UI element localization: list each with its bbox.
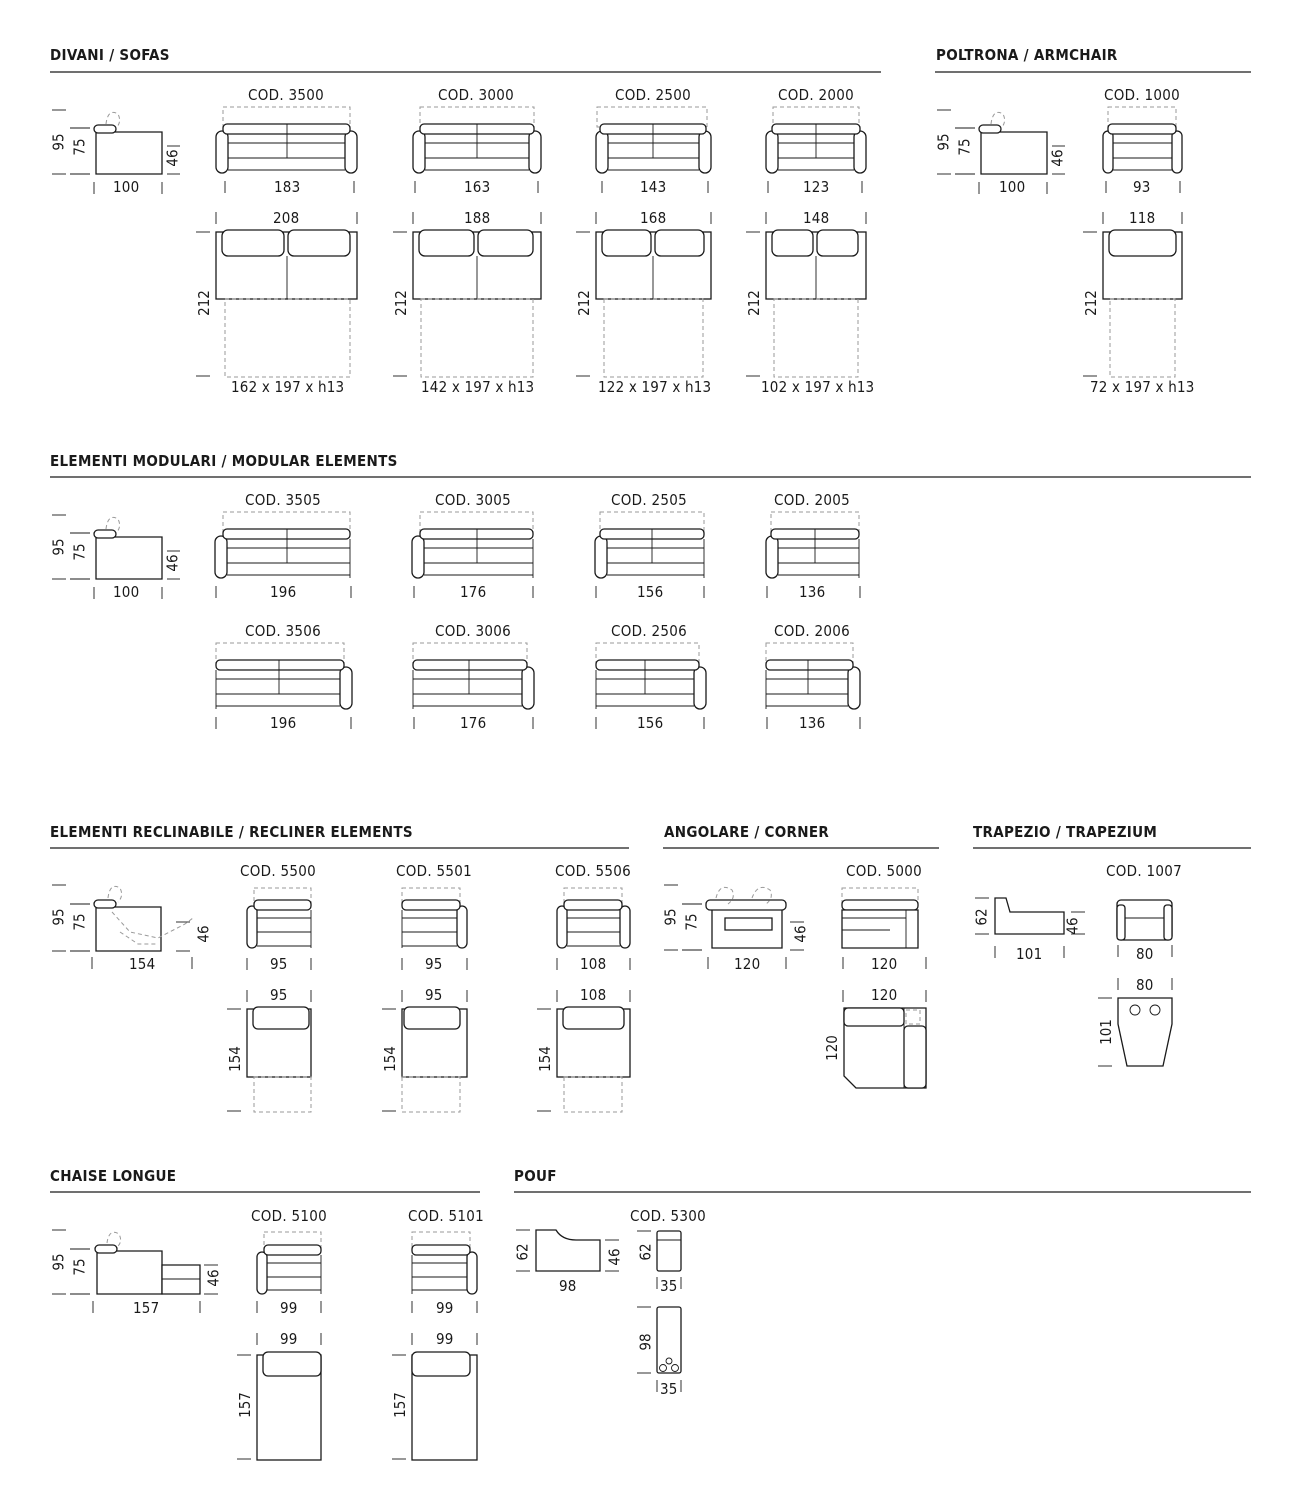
armchair-depth: 100 — [999, 178, 1026, 196]
sofa-width-2000: 123 — [803, 178, 830, 196]
sofa-height-back: 75 — [70, 138, 89, 156]
sofa-top-2500 — [576, 209, 711, 377]
corner-code: COD. 5000 — [846, 862, 923, 880]
trapezium-top-width: 80 — [1136, 976, 1154, 994]
sofa-open-width-2000: 148 — [803, 209, 830, 227]
sofa-open-depth-2000: 212 — [744, 290, 763, 316]
chaise-top-width-5100: 99 — [280, 1330, 298, 1348]
recliner-code-5500: COD. 5500 — [240, 862, 317, 880]
chaise-code-5101: COD. 5101 — [408, 1207, 485, 1225]
section-heading-trapezium: TRAPEZIO / TRAPEZIUM — [973, 823, 1158, 841]
modular-code-2006: COD. 2006 — [774, 622, 851, 640]
trapezium-height-seat: 46 — [1063, 917, 1082, 935]
sofa-top-3500 — [196, 209, 357, 377]
modular-width-2505: 156 — [637, 583, 664, 601]
section-heading-sofas: DIVANI / SOFAS — [50, 46, 170, 64]
modular-width-2006: 136 — [799, 714, 826, 732]
recliner-width-5500: 95 — [270, 955, 288, 973]
section-heading-pouf: POUF — [514, 1167, 557, 1185]
recliner-code-5501: COD. 5501 — [396, 862, 473, 880]
corner-height-back: 75 — [682, 913, 701, 931]
section-heading-modular: ELEMENTI MODULARI / MODULAR ELEMENTS — [50, 452, 398, 470]
armchair-height-total: 95 — [934, 133, 953, 151]
chaise-top-width-5101: 99 — [436, 1330, 454, 1348]
modular-width-3505: 196 — [270, 583, 297, 601]
sofa-height-seat: 46 — [163, 149, 182, 167]
sofa-width-3500: 183 — [274, 178, 301, 196]
sofa-top-2000 — [746, 209, 866, 377]
recliner-top-depth-5500: 154 — [225, 1046, 244, 1072]
chaise-height-back: 75 — [70, 1258, 89, 1276]
trapezium-front-width: 80 — [1136, 945, 1154, 963]
modular-width-3005: 176 — [460, 583, 487, 601]
recliner-width-5506: 108 — [580, 955, 607, 973]
section-heading-armchair: POLTRONA / ARMCHAIR — [936, 46, 1118, 64]
corner-top-width: 120 — [871, 986, 898, 1004]
sofa-bed-3500: 162 x 197 x h13 — [231, 378, 345, 396]
pouf-code: COD. 5300 — [630, 1207, 707, 1225]
corner-height-total: 95 — [661, 908, 680, 926]
modular-height-seat: 46 — [163, 554, 182, 572]
modular-width-2005: 136 — [799, 583, 826, 601]
modular-depth: 100 — [113, 583, 140, 601]
chaise-code-5100: COD. 5100 — [251, 1207, 328, 1225]
modular-code-3005: COD. 3005 — [435, 491, 512, 509]
sofa-open-depth-3000: 212 — [391, 290, 410, 316]
modular-code-2005: COD. 2005 — [774, 491, 851, 509]
sofa-open-depth-3500: 212 — [194, 290, 213, 316]
modular-width-3506: 196 — [270, 714, 297, 732]
sofa-bed-2000: 102 x 197 x h13 — [761, 378, 875, 396]
chaise-front-5101 — [392, 1232, 477, 1460]
armchair-height-back: 75 — [955, 138, 974, 156]
sofa-bed-3000: 142 x 197 x h13 — [421, 378, 535, 396]
modular-width-3006: 176 — [460, 714, 487, 732]
section-heading-corner: ANGOLARE / CORNER — [664, 823, 830, 841]
armchair-height-seat: 46 — [1048, 149, 1067, 167]
chaise-height-total: 95 — [49, 1253, 68, 1271]
recliner-code-5506: COD. 5506 — [555, 862, 632, 880]
armchair-bed: 72 x 197 x h13 — [1090, 378, 1195, 396]
armchair-open-depth: 212 — [1081, 290, 1100, 316]
sofa-code-2500: COD. 2500 — [615, 86, 692, 104]
trapezium-height-back: 62 — [972, 908, 991, 926]
trapezium-top-depth: 101 — [1096, 1019, 1115, 1045]
sofa-code-3500: COD. 3500 — [248, 86, 325, 104]
sofa-open-width-3000: 188 — [464, 209, 491, 227]
chaise-width-5101: 99 — [436, 1299, 454, 1317]
corner-top-5000 — [843, 990, 926, 1088]
sofa-open-depth-2500: 212 — [574, 290, 593, 316]
recliner-depth: 154 — [129, 955, 156, 973]
corner-front-width: 120 — [871, 955, 898, 973]
corner-top-depth: 120 — [822, 1035, 841, 1061]
modular-code-3006: COD. 3006 — [435, 622, 512, 640]
chaise-top-depth-5101: 157 — [390, 1392, 409, 1418]
recliner-height-seat: 46 — [194, 925, 213, 943]
trapezium-code: COD. 1007 — [1106, 862, 1183, 880]
recliner-front-5500 — [227, 888, 311, 1112]
sofa-top-3000 — [393, 209, 541, 377]
chaise-height-seat: 46 — [204, 1269, 223, 1287]
armchair-width: 93 — [1133, 178, 1151, 196]
sofa-open-width-3500: 208 — [273, 209, 300, 227]
modular-width-2506: 156 — [637, 714, 664, 732]
modular-code-3506: COD. 3506 — [245, 622, 322, 640]
section-heading-chaise: CHAISE LONGUE — [50, 1167, 177, 1185]
pouf-top-depth: 98 — [636, 1333, 655, 1351]
recliner-width-5501: 95 — [425, 955, 443, 973]
trapezium-depth: 101 — [1016, 945, 1043, 963]
chaise-top-depth-5100: 157 — [235, 1392, 254, 1418]
recliner-top-depth-5506: 154 — [535, 1046, 554, 1072]
armchair-code: COD. 1000 — [1104, 86, 1181, 104]
sofa-code-2000: COD. 2000 — [778, 86, 855, 104]
modular-code-3505: COD. 3505 — [245, 491, 322, 509]
recliner-top-width-5506: 108 — [580, 986, 607, 1004]
chaise-front-5100 — [237, 1232, 321, 1460]
recliner-height-back: 75 — [70, 913, 89, 931]
pouf-top-width: 35 — [660, 1380, 678, 1398]
pouf-height-seat: 46 — [605, 1248, 624, 1266]
armchair-open-width: 118 — [1129, 209, 1156, 227]
recliner-top-width-5501: 95 — [425, 986, 443, 1004]
modular-height-total: 95 — [49, 538, 68, 556]
modular-code-2506: COD. 2506 — [611, 622, 688, 640]
chaise-depth: 157 — [133, 1299, 160, 1317]
recliner-top-width-5500: 95 — [270, 986, 288, 1004]
sofa-width-2500: 143 — [640, 178, 667, 196]
sofa-depth: 100 — [113, 178, 140, 196]
pouf-side-width: 35 — [660, 1277, 678, 1295]
sofa-width-3000: 163 — [464, 178, 491, 196]
section-heading-recliner: ELEMENTI RECLINABILE / RECLINER ELEMENTS — [50, 823, 413, 841]
pouf-width: 98 — [559, 1277, 577, 1295]
sofa-code-3000: COD. 3000 — [438, 86, 515, 104]
pouf-height-back: 62 — [513, 1243, 532, 1261]
corner-side-width: 120 — [734, 955, 761, 973]
pouf-side-height: 62 — [636, 1243, 655, 1261]
modular-height-back: 75 — [70, 543, 89, 561]
chaise-width-5100: 99 — [280, 1299, 298, 1317]
sofa-open-width-2500: 168 — [640, 209, 667, 227]
recliner-height-total: 95 — [49, 908, 68, 926]
modular-code-2505: COD. 2505 — [611, 491, 688, 509]
recliner-top-depth-5501: 154 — [380, 1046, 399, 1072]
corner-height-seat: 46 — [791, 925, 810, 943]
sofa-bed-2500: 122 x 197 x h13 — [598, 378, 712, 396]
sofa-height-total: 95 — [49, 133, 68, 151]
